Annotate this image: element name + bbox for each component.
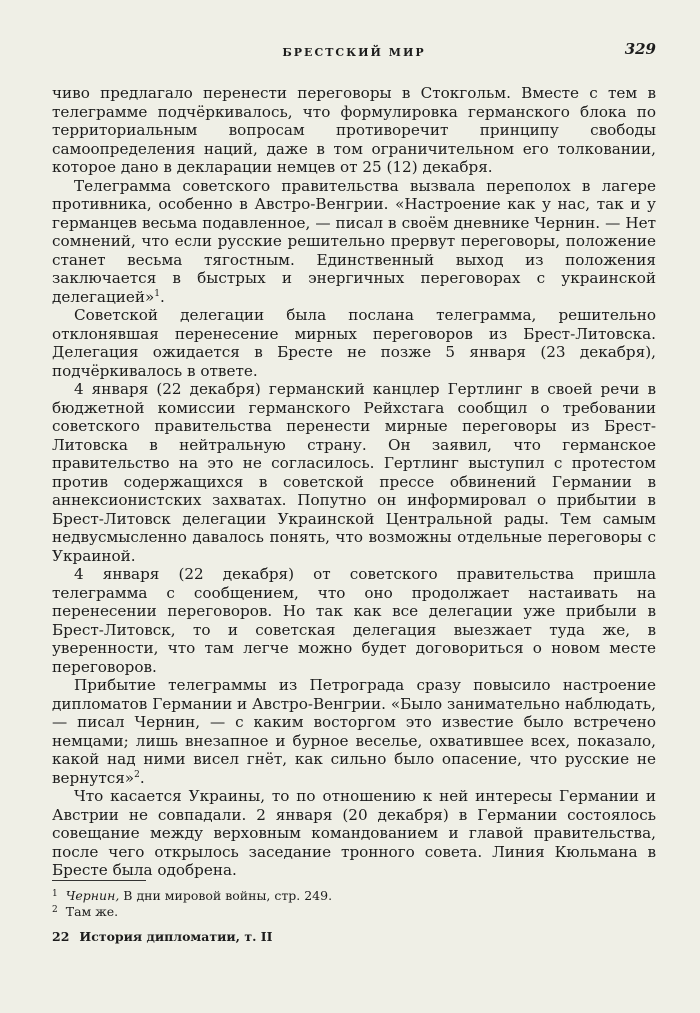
printer-signature — [52, 929, 273, 944]
paragraph: Прибытие телеграммы из Петрограда сразу повысило настроение дипломатов Германии и Австро-Венгрии. «Было занимательно наблюдать, — писал Чернин, — с каким восторгом это известие было встречено немцами; лишь внезапное и бурное веселье, охватившее всех, показало, какой над ними висел гнёт, как сильно было опасение, что русские не вернутся»$^2$. — [52, 676, 656, 787]
footnotes — [52, 887, 652, 919]
paragraph: 4 января (22 декабря) германский канцлер Гертлинг в своей речи в бюджетной комиссии германского Рейхстага сообщил о требовании советского правительства перенести мирные переговоры из Брест-Литовска в нейтральную страну. Он заявил, что германское правительство на это не согласилось. Гертлинг выступил с протестом против содержащихся в советской прессе обвинений Германии в аннексионистских захватах. Попутно он информировал о прибытии в Брест-Литовск делегации Украинской Центральной рады. Тем самым недвусмысленно давалось понять, что возможны отдельные переговоры с Украиной. — [52, 380, 656, 565]
footnote-author: Чернин, — [65, 888, 120, 903]
paragraph-text: Прибытие телеграммы из Петрограда сразу повысило настроение дипломатов Германии и Австро-Венгрии. «Было занимательно наблюдать, — писал Чернин, — с каким восторгом это известие было встречено немцами; лишь внезапное и бурное веселье, охватившее всех, показало, какой над ними висел гнёт, как сильно было опасение, что русские не вернутся» — [52, 676, 656, 787]
page-header — [52, 36, 656, 62]
footnote-text: Там же. — [65, 904, 119, 919]
paragraph: Что касается Украины, то по отношению к ней интересы Германии и Австрии не совпадали. 2 января (20 декабря) в Германии состоялось совещание между верховным командованием и главой правительства, после чего открылось заседание тронного совета. Линия Кюльмана в Бресте была одобрена. — [52, 787, 656, 879]
paragraph: Телеграмма советского правительства вызвала переполох в лагере противника, особенно в Австро-Венгрии. «Настроение как у нас, так и у германцев весьма подавленное, — писал в своём дневнике Чернин. — Нет сомнений, что если русские решительно прервут переговоры, положение станет весьма тягостным. Единственный выход из положения заключается в быстрых и энергичных переговорах с украинской делегацией»$^1$. — [52, 176, 656, 306]
paragraph: чиво предлагало перенести переговоры в Стокгольм. Вместе с тем в телеграмме подчёркивалось, что формулировка германского блока по территориальным вопросам противоречит принципу свободы самоопределения наций, даже в том ограничительном его толковании, которое дано в декларации немцев от 25 (12) декабря. — [52, 84, 656, 176]
paragraph: Советской делегации была послана телеграмма, решительно отклонявшая перенесение мирных переговоров из Брест-Литовска. Делегация ожидается в Бресте не позже 5 января (23 декабря), подчёркивалось в ответе. — [52, 306, 656, 380]
paragraph-text: Телеграмма советского правительства вызвала переполох в лагере противника, особенно в Австро-Венгрии. «Настроение как у нас, так и у германцев весьма подавленное, — писал в своём дневнике Чернин. — Нет сомнений, что если русские решительно прервут переговоры, положение станет весьма тягостным. Единственный выход из положения заключается в быстрых и энергичных переговорах с украинской делегацией» — [52, 176, 656, 306]
running-head: БРЕСТСКИЙ МИР — [282, 46, 426, 59]
footnote — [52, 887, 652, 903]
footnote-mark: 2 — [52, 905, 58, 915]
footnote — [52, 903, 652, 919]
footnote-mark: 1 — [52, 889, 58, 899]
signature-text: История дипломатии, т. II — [79, 929, 273, 944]
footnote-reference: 1 — [154, 288, 161, 299]
footnote-text: В дни мировой войны, стр. 249. — [123, 888, 333, 903]
paragraph: 4 января (22 декабря) от советского правительства пришла телеграмма с сообщением, что оно продолжает настаивать на перенесении переговоров. Но так как все делегации уже прибыли в Брест-Литовск, то и советская делегация выезжает туда же, в уверенности, что там легче можно будет договориться о новом месте переговоров. — [52, 565, 656, 676]
footnote-divider — [52, 880, 146, 881]
signature-number: 22 — [52, 929, 70, 944]
page-number: 329 — [624, 40, 656, 58]
footnote-reference: 2 — [134, 769, 140, 780]
main-text — [52, 84, 656, 880]
